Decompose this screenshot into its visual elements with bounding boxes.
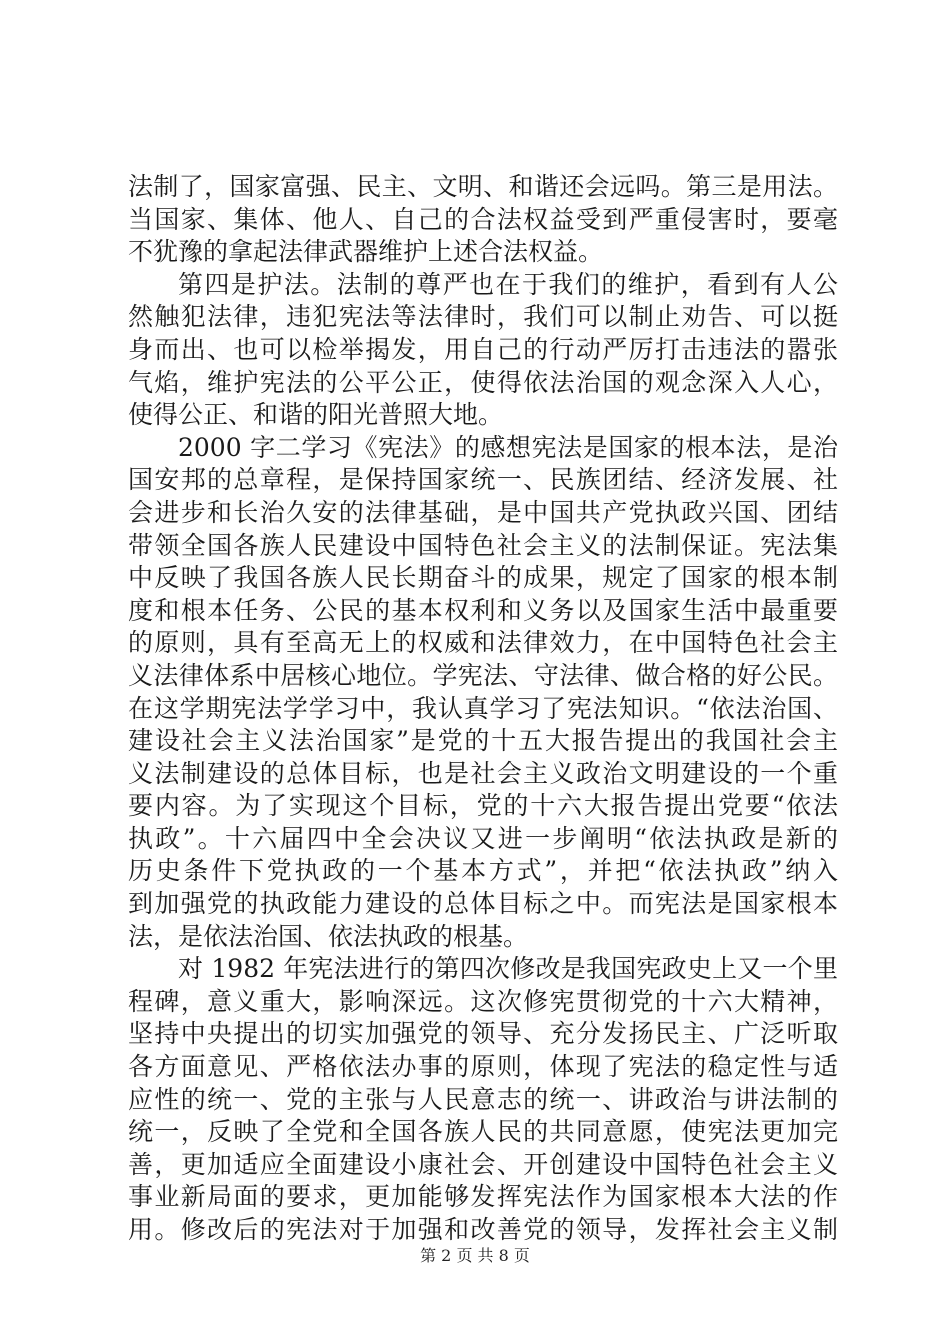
text-line: 的原则，具有至高无上的权威和法律效力，在中国特色社会主 [128, 628, 838, 658]
text-line: 不犹豫的拿起法律武器维护上述合法权益。 [128, 237, 604, 267]
text-line: 应性的统一、党的主张与人民意志的统一、讲政治与讲法制的 [128, 1084, 838, 1114]
text-line: 法制了，国家富强、民主、文明、和谐还会远吗。第三是用法。 [128, 172, 838, 201]
text-line: 义法制建设的总体目标，也是社会主义政治文明建设的一个重 [128, 758, 838, 788]
text-line: 统一，反映了全党和全国各族人民的共同意愿，使宪法更加完 [128, 1117, 838, 1147]
text-line: 中反映了我国各族人民长期奋斗的成果，规定了国家的根本制 [128, 563, 838, 593]
text-line: 法，是依法治国、依法执政的根基。 [128, 921, 529, 951]
text-line: 会进步和长治久安的法律基础，是中国共产党执政兴国、团结 [128, 497, 838, 527]
text-line: 身而出、也可以检举揭发，用自己的行动严厉打击违法的嚣张 [128, 334, 838, 364]
text-line: 气焰，维护宪法的公平公正，使得依法治国的观念深入人心， [128, 367, 838, 397]
text-line: 执政”。十六届四中全会决议又进一步阐明“依法执政是新的 [128, 823, 838, 853]
text-line: 第四是护法。法制的尊严也在于我们的维护，看到有人公 [178, 269, 838, 299]
text-line: 在这学期宪法学学习中，我认真学习了宪法知识。“依法治国、 [128, 693, 838, 723]
text-line: 事业新局面的要求，更加能够发挥宪法作为国家根本大法的作 [128, 1182, 838, 1212]
text-line: 程碑，意义重大，影响深远。这次修宪贯彻党的十六大精神， [128, 986, 838, 1016]
text-line: 度和根本任务、公民的基本权利和义务以及国家生活中最重要 [128, 595, 838, 625]
text-line: 要内容。为了实现这个目标，党的十六大报告提出党要“依法 [128, 791, 838, 821]
text-line: 国安邦的总章程，是保持国家统一、民族团结、经济发展、社 [128, 465, 838, 495]
text-line: 使得公正、和谐的阳光普照大地。 [128, 400, 504, 430]
text-line: 义法律体系中居核心地位。学宪法、守法律、做合格的好公民。 [128, 660, 838, 690]
document-body [128, 171, 838, 1247]
text-line: 然触犯法律，违犯宪法等法律时，我们可以制止劝告、可以挺 [128, 302, 838, 332]
text-line: 坚持中央提出的切实加强党的领导、充分发扬民主、广泛听取 [128, 1019, 838, 1049]
text-line: 到加强党的执政能力建设的总体目标之中。而宪法是国家根本 [128, 889, 838, 919]
text-line: 善，更加适应全面建设小康社会、开创建设中国特色社会主义 [128, 1149, 838, 1179]
text-line: 对 1982 年宪法进行的第四次修改是我国宪政史上又一个里 [178, 954, 838, 984]
text-line: 建设社会主义法治国家”是党的十五大报告提出的我国社会主 [128, 726, 838, 756]
text-line: 2000 字二学习《宪法》的感想宪法是国家的根本法，是治 [178, 432, 838, 462]
text-line: 用。修改后的宪法对于加强和改善党的领导，发挥社会主义制 [128, 1215, 838, 1244]
text-line: 历史条件下党执政的一个基本方式”，并把“依法执政”纳入 [128, 856, 838, 886]
text-line: 带领全国各族人民建设中国特色社会主义的法制保证。宪法集 [128, 530, 838, 560]
page-footer: 第 2 页 共 8 页 [420, 1246, 530, 1265]
text-line: 各方面意见、严格依法办事的原则，体现了宪法的稳定性与适 [128, 1052, 838, 1082]
text-line: 当国家、集体、他人、自己的合法权益受到严重侵害时，要毫 [128, 204, 838, 234]
